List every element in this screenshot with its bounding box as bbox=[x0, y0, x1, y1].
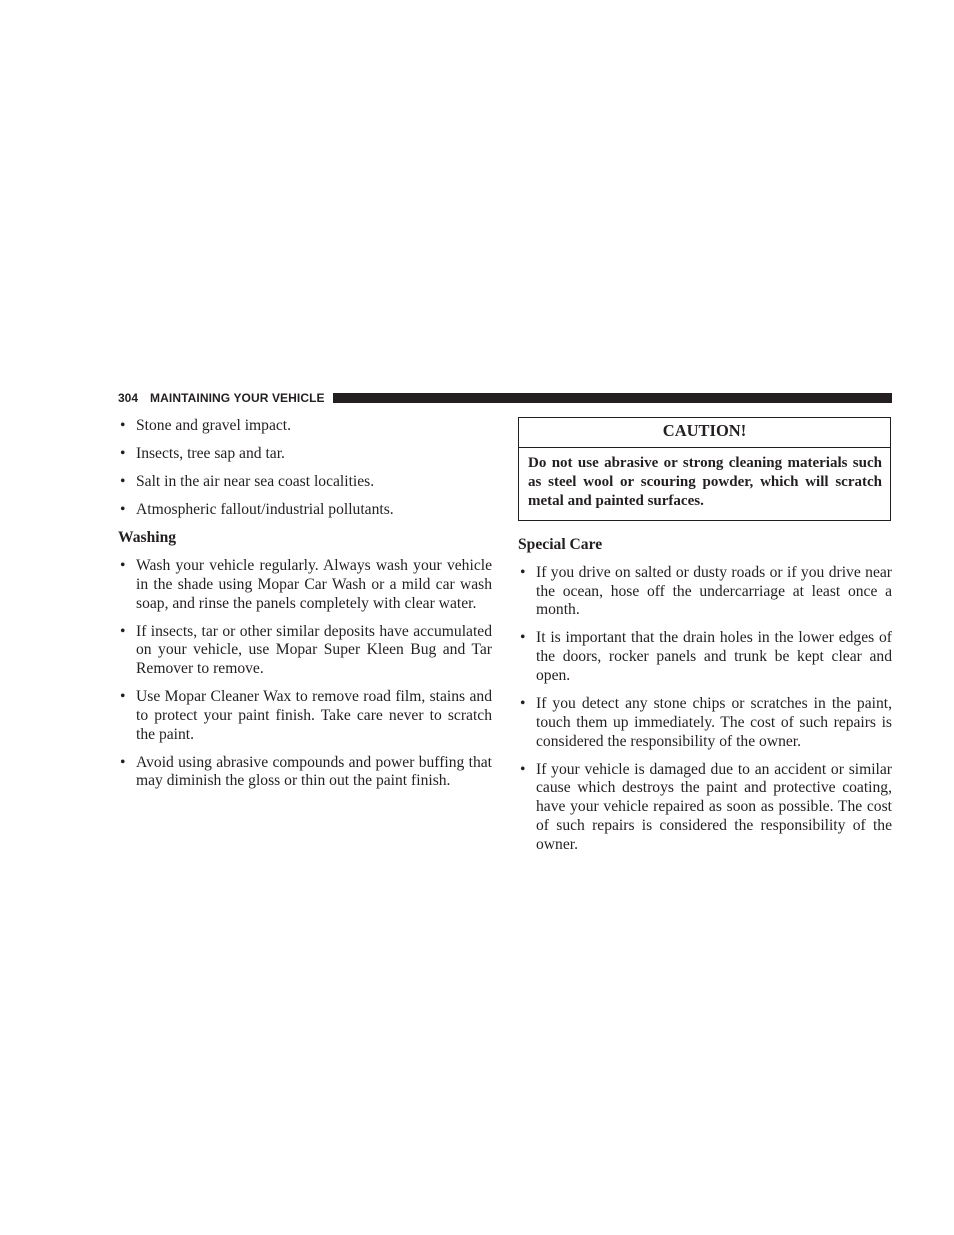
list-item bbox=[518, 695, 892, 751]
page-number: 304 bbox=[118, 390, 139, 405]
list-item-text: Stone and gravel impact. bbox=[136, 417, 292, 434]
list-item-text: Use Mopar Cleaner Wax to remove road film, stains and to protect your paint finish. Take care never to scratch the paint. bbox=[136, 688, 492, 743]
page-header bbox=[118, 389, 892, 406]
bullet-icon: • bbox=[120, 753, 126, 771]
right-column bbox=[518, 417, 892, 864]
list-item-text: If you detect any stone chips or scratches in the paint, touch them up immediately. The cost of such repairs is considered the responsibility of the owner. bbox=[536, 694, 892, 750]
list-item-text: Avoid using abrasive compounds and power buffing that may diminish the gloss or thin out the paint finish. bbox=[136, 753, 492, 790]
list-item bbox=[118, 623, 492, 679]
list-item-text: Atmospheric fallout/industrial pollutants. bbox=[136, 500, 394, 518]
list-item-text: If you drive on salted or dusty roads or if you drive near the ocean, hose off the undercarriage at least once a month. bbox=[536, 563, 892, 619]
bullet-icon: • bbox=[120, 688, 126, 706]
bullet-icon: • bbox=[120, 444, 126, 462]
left-column bbox=[118, 417, 492, 800]
bullet-icon: • bbox=[520, 563, 526, 581]
caution-title: CAUTION! bbox=[519, 418, 890, 448]
list-item bbox=[118, 473, 492, 492]
header-rule bbox=[333, 393, 892, 403]
washing-list bbox=[118, 557, 492, 791]
washing-heading: Washing bbox=[118, 528, 177, 546]
list-item-text: Insects, tree sap and tar. bbox=[136, 444, 285, 462]
list-item-text: If your vehicle is damaged due to an accident or similar cause which destroys the paint and protective coating, have your vehicle repaired as soon as possible. The cost of such repairs is considered the responsibility of the owner. bbox=[536, 760, 892, 853]
special-care-list bbox=[518, 564, 892, 855]
bullet-icon: • bbox=[120, 556, 126, 574]
bullet-icon: • bbox=[120, 500, 126, 518]
list-item-text: Wash your vehicle regularly. Always wash your vehicle in the shade using Mopar Car Wash or a mild car wash soap, and rinse the panels completely with clear water. bbox=[136, 556, 492, 612]
list-item bbox=[518, 629, 892, 685]
list-item bbox=[518, 761, 892, 855]
list-item bbox=[118, 417, 492, 436]
list-item bbox=[118, 445, 492, 464]
special-care-heading: Special Care bbox=[518, 535, 603, 553]
list-item bbox=[518, 564, 892, 620]
list-item-text: If insects, tar or other similar deposits have accumulated on your vehicle, use Mopar Super Kleen Bug and Tar Remover to remove. bbox=[136, 622, 492, 678]
bullet-icon: • bbox=[120, 417, 126, 434]
section-title: MAINTAINING YOUR VEHICLE bbox=[150, 390, 325, 405]
bullet-icon: • bbox=[120, 622, 126, 640]
bullet-icon: • bbox=[520, 760, 526, 778]
bullet-icon: • bbox=[120, 472, 126, 490]
list-item bbox=[118, 557, 492, 613]
list-item bbox=[118, 688, 492, 744]
hazard-list bbox=[118, 417, 492, 520]
list-item bbox=[118, 501, 492, 520]
bullet-icon: • bbox=[520, 694, 526, 712]
caution-box bbox=[518, 417, 891, 521]
bullet-icon: • bbox=[520, 629, 526, 647]
caution-text: Do not use abrasive or strong cleaning materials such as steel wool or scouring powder, which will scratch metal and painted surfaces. bbox=[528, 454, 882, 509]
list-item bbox=[118, 754, 492, 792]
list-item-text: Salt in the air near sea coast localities. bbox=[136, 472, 375, 490]
list-item-text: It is important that the drain holes in the lower edges of the doors, rocker panels and trunk be kept clear and open. bbox=[536, 629, 892, 684]
